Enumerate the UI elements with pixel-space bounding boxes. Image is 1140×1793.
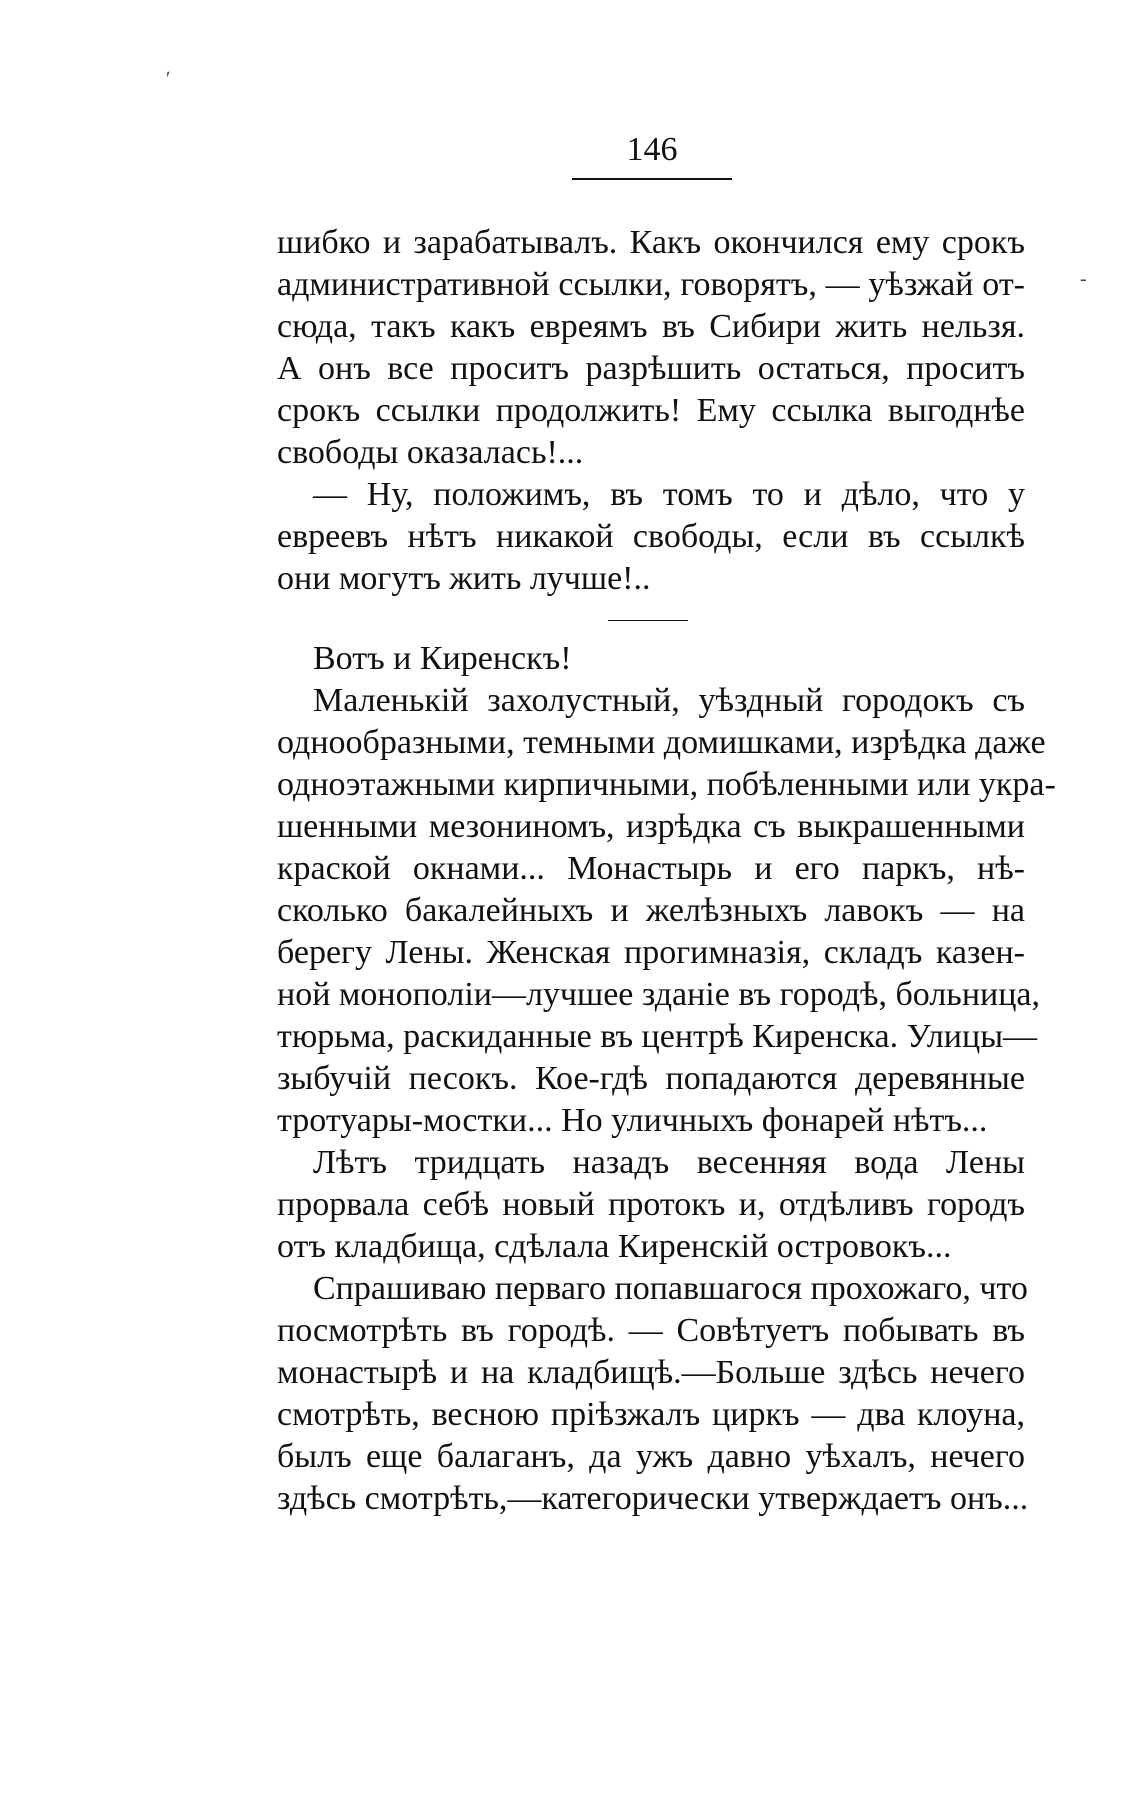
page-number: 146	[626, 131, 678, 168]
text-line: зыбучій песокъ. Кое-гдѣ попадаются деревянные	[277, 1060, 1025, 1097]
text-line: шенными мезониномъ, изрѣдка съ выкрашенными	[277, 808, 1025, 845]
text-line: былъ еще балаганъ, да ужъ давно уѣхалъ, нечего	[277, 1438, 1025, 1475]
text-line: они могутъ жить лучше!..	[277, 560, 651, 597]
text-line: посмотрѣть въ городѣ. — Совѣтуетъ побывать въ	[277, 1312, 1025, 1349]
text-line: монастырѣ и на кладбищѣ.—Больше здѣсь нечего	[277, 1354, 1025, 1391]
text-line: Лѣтъ тридцать назадъ весенняя вода Лены	[313, 1144, 1025, 1181]
text-block-2	[277, 638, 1056, 1520]
text-line: свободы оказалась!...	[277, 434, 584, 471]
text-line: тротуары-мостки... Но уличныхъ фонарей нѣтъ...	[277, 1102, 988, 1139]
text-line: смотрѣть, весною пріѣзжалъ циркъ — два клоуна,	[277, 1396, 1025, 1433]
section-separator	[608, 620, 688, 621]
text-block-1	[277, 222, 1025, 600]
margin-mark: ʹ	[166, 68, 171, 90]
text-line: прорвала себѣ новый протокъ и, отдѣливъ городъ	[277, 1186, 1025, 1223]
text-line: одноэтажными кирпичными, побѣленными или укра-	[277, 766, 1056, 803]
text-line: краской окнами... Монастырь и его паркъ, нѣ-	[277, 850, 1025, 887]
text-line: Вотъ и Киренскъ!	[313, 640, 572, 677]
text-line: — Ну, положимъ, въ томъ то и дѣло, что у	[313, 476, 1025, 513]
text-line: берегу Лены. Женская прогимназія, складъ казен-	[277, 934, 1025, 971]
text-line: шибко и зарабатывалъ. Какъ окончился ему срокъ	[277, 224, 1025, 261]
text-line: Маленькій захолустный, уѣздный городокъ съ	[313, 682, 1025, 719]
text-line: однообразными, темными домишками, изрѣдка даже	[277, 724, 1046, 761]
header-rule	[572, 178, 732, 180]
margin-mark: -	[1080, 268, 1087, 290]
text-line: срокъ ссылки продолжить! Ему ссылка выгоднѣе	[277, 392, 1025, 429]
text-line: Спрашиваю перваго попавшагося прохожаго, что	[313, 1270, 1028, 1307]
text-line: отъ кладбища, сдѣлала Киренскій островокъ...	[277, 1228, 952, 1265]
text-line: евреевъ нѣтъ никакой свободы, если въ ссылкѣ	[277, 518, 1025, 555]
text-line: сюда, такъ какъ евреямъ въ Сибири жить нельзя.	[277, 308, 1025, 345]
text-line: здѣсь смотрѣть,—категорически утверждаетъ онъ...	[277, 1480, 1029, 1517]
text-line: административной ссылки, говорятъ, — уѣзжай от-	[277, 266, 1025, 303]
text-line: тюрьма, раскиданные въ центрѣ Киренска. Улицы—	[277, 1018, 1038, 1055]
text-line: сколько бакалейныхъ и желѣзныхъ лавокъ — на	[277, 892, 1025, 929]
text-line: ной монополіи—лучшее зданіе въ городѣ, больница,	[277, 976, 1040, 1013]
text-line: А онъ все проситъ разрѣшить остаться, проситъ	[277, 350, 1025, 387]
